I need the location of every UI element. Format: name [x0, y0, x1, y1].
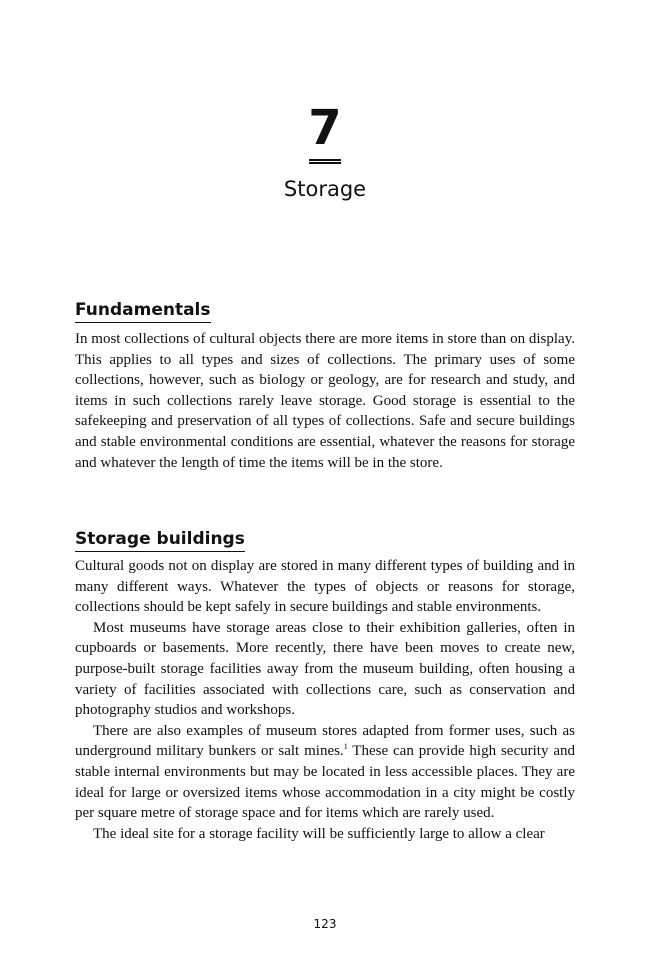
section-heading-storage-buildings: Storage buildings: [75, 528, 245, 552]
paragraph-text: These can provide high security and stable internal environments but may be located in less accessible places. They are ideal for large or oversized items whose accommodation in a city might be costly per square metre of storage space and for items which are rarely used.: [75, 743, 575, 822]
section-heading-fundamentals: Fundamentals: [75, 299, 211, 323]
paragraph-text: There are also examples of museum stores adapted from former uses, such as underground military bunkers or salt mines.: [75, 722, 575, 760]
fundamentals-body: [75, 329, 575, 473]
page-number: 123: [313, 917, 337, 931]
paragraph-with-footnote: [75, 721, 575, 824]
paragraph: Most museums have storage areas close to their exhibition galleries, often in cupboards or basements. More recently, there have been moves to create new, purpose-built storage facilities away from the museum building, often housing a variety of facilities associated with collections care, such as conservation and photography studios and workshops.: [75, 619, 575, 719]
chapter-number: 7: [308, 100, 342, 156]
storage-buildings-body: [75, 556, 575, 844]
paragraph: The ideal site for a storage facility will be sufficiently large to allow a clear: [93, 825, 545, 842]
chapter-title: Storage: [283, 177, 367, 201]
footnote-marker[interactable]: 1: [343, 742, 348, 752]
paragraph: In most collections of cultural objects there are more items in store than on display. This applies to all types and sizes of collections. The primary uses of some collections, however, such as biology or geology, are for research and study, and items in such collections rarely leave storage. Good storage is essential to the safekeeping and preservation of all types of collections. Safe and secure buildings and stable environmental conditions are essential, whatever the reasons for storage and whatever the length of time the items will be in the store.: [75, 331, 575, 471]
chapter-number-double-rule: [309, 159, 341, 164]
paragraph: Cultural goods not on display are stored in many different types of building and in many different ways. Whatever the types of objects or reasons for storage, collections should be kept safely in secure buildings and stable environments.: [75, 558, 575, 616]
